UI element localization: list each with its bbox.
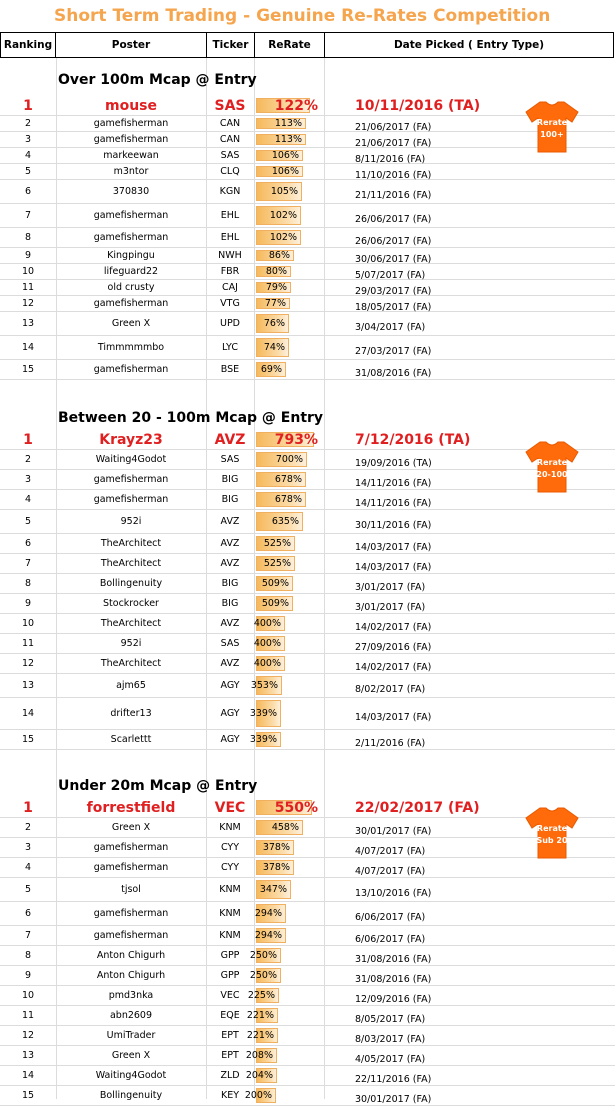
rank-cell: 11 xyxy=(21,638,35,649)
ticker-cell: CYY xyxy=(220,842,240,853)
rank-cell: 5 xyxy=(24,166,32,177)
rerate-cell: 347% xyxy=(259,884,287,895)
ticker-cell: AGY xyxy=(220,734,240,745)
ticker-cell: AVZ xyxy=(220,618,240,629)
rank-cell: 9 xyxy=(24,970,32,981)
ticker-cell: BIG xyxy=(221,474,239,485)
rerate-cell: 458% xyxy=(271,822,299,833)
header-poster: Poster xyxy=(55,32,207,58)
date-cell: 14/02/2017 (FA) xyxy=(355,621,432,633)
table-row xyxy=(0,946,615,966)
table-row xyxy=(0,966,615,986)
date-cell: 5/07/2017 (FA) xyxy=(355,269,426,281)
date-cell: 21/06/2017 (FA) xyxy=(355,137,432,149)
poster-cell: TheArchitect xyxy=(100,618,162,629)
shirt-label: Sub 20 xyxy=(536,836,568,845)
header-date-picked: Date Picked ( Entry Type) xyxy=(324,32,614,58)
rerate-cell: 122% xyxy=(274,97,318,114)
table-row xyxy=(0,280,615,296)
rank-cell: 5 xyxy=(24,884,32,895)
ticker-cell: SAS xyxy=(220,454,240,465)
leader-row xyxy=(0,798,615,818)
ticker-cell: UPD xyxy=(220,318,240,329)
rerate-cell: 509% xyxy=(261,578,289,589)
date-cell: 3/01/2017 (FA) xyxy=(355,581,426,593)
date-cell: 14/03/2017 (FA) xyxy=(355,541,432,553)
table-row xyxy=(0,450,615,470)
poster-cell: gamefisherman xyxy=(93,474,169,485)
date-cell: 22/02/2017 (FA) xyxy=(355,799,480,816)
rank-cell: 10 xyxy=(21,990,35,1001)
ticker-cell: VEC xyxy=(214,799,246,816)
poster-cell: UmiTrader xyxy=(106,1030,156,1041)
rank-cell: 13 xyxy=(21,680,35,691)
rerate-cell: 113% xyxy=(274,134,302,145)
poster-cell: TheArchitect xyxy=(100,538,162,549)
rank-cell: 4 xyxy=(24,862,32,873)
date-cell: 26/06/2017 (FA) xyxy=(355,213,432,225)
table-row xyxy=(0,164,615,180)
rank-cell: 3 xyxy=(24,474,32,485)
table-row xyxy=(0,312,615,336)
rerate-cell: 200% xyxy=(244,1090,272,1101)
date-cell: 27/03/2017 (FA) xyxy=(355,345,432,357)
table-row xyxy=(0,248,615,264)
date-cell: 30/01/2017 (FA) xyxy=(355,1093,432,1105)
table-row xyxy=(0,858,615,878)
ticker-cell: AVZ xyxy=(220,538,240,549)
poster-cell: TheArchitect xyxy=(100,658,162,669)
rerate-cell: 378% xyxy=(262,842,290,853)
rank-cell: 9 xyxy=(24,598,32,609)
poster-cell: gamefisherman xyxy=(93,908,169,919)
ticker-cell: AVZ xyxy=(214,431,246,448)
rank-cell: 8 xyxy=(24,232,32,243)
ticker-cell: CAN xyxy=(219,134,241,145)
rerate-cell: 700% xyxy=(275,454,303,465)
poster-cell: tjsol xyxy=(121,884,141,895)
shirt-label: Rerate xyxy=(536,118,568,127)
ticker-cell: EHL xyxy=(220,232,240,243)
shirt-label: Rerate xyxy=(536,824,568,833)
date-cell: 30/11/2016 (FA) xyxy=(355,519,432,531)
ticker-cell: KNM xyxy=(219,884,241,895)
ticker-cell: CAN xyxy=(219,118,241,129)
date-cell: 4/07/2017 (FA) xyxy=(355,845,426,857)
rerate-cell: 102% xyxy=(269,210,297,221)
ticker-cell: NWH xyxy=(218,250,242,261)
date-cell: 31/08/2016 (FA) xyxy=(355,367,432,379)
poster-cell: Timmmmmbo xyxy=(97,342,165,353)
date-cell: 31/08/2016 (FA) xyxy=(355,973,432,985)
poster-cell: Green X xyxy=(111,822,151,833)
rank-cell: 4 xyxy=(24,494,32,505)
rerate-cell: 635% xyxy=(271,516,299,527)
ticker-cell: VTG xyxy=(220,298,240,309)
date-cell: 31/08/2016 (FA) xyxy=(355,953,432,965)
rank-cell: 6 xyxy=(24,908,32,919)
section-title: Under 20m Mcap @ Entry xyxy=(58,778,258,794)
poster-cell: 952i xyxy=(120,638,142,649)
poster-cell: Kingpingu xyxy=(107,250,155,261)
poster-cell: Bollingenuity xyxy=(99,1090,163,1101)
date-cell: 3/01/2017 (FA) xyxy=(355,601,426,613)
rank-cell: 10 xyxy=(21,618,35,629)
table-row xyxy=(0,554,615,574)
date-cell: 21/11/2016 (FA) xyxy=(355,189,432,201)
rank-cell: 1 xyxy=(23,431,33,448)
table-row xyxy=(0,1026,615,1046)
ticker-cell: SAS xyxy=(220,638,240,649)
ticker-cell: EQE xyxy=(220,1010,240,1021)
table-row xyxy=(0,132,615,148)
poster-cell: gamefisherman xyxy=(93,210,169,221)
poster-cell: Scarlettt xyxy=(110,734,152,745)
table-row xyxy=(0,634,615,654)
rank-cell: 10 xyxy=(21,266,35,277)
ticker-cell: AGY xyxy=(220,708,240,719)
poster-cell: drifter13 xyxy=(110,708,152,719)
ticker-cell: CYY xyxy=(220,862,240,873)
table-row xyxy=(0,534,615,554)
date-cell: 6/06/2017 (FA) xyxy=(355,933,426,945)
ticker-cell: EPT xyxy=(221,1050,239,1061)
rerate-cell: 294% xyxy=(254,930,282,941)
rank-cell: 7 xyxy=(24,558,32,569)
leaderboard-sheet xyxy=(0,58,615,1105)
poster-cell: 952i xyxy=(120,516,142,527)
header-ticker: Ticker xyxy=(206,32,255,58)
ticker-cell: ZLD xyxy=(220,1070,240,1081)
rerate-cell: 69% xyxy=(260,364,282,375)
poster-cell: gamefisherman xyxy=(93,232,169,243)
poster-cell: Anton Chigurh xyxy=(96,970,166,981)
poster-cell: abn2609 xyxy=(109,1010,153,1021)
poster-cell: TheArchitect xyxy=(100,558,162,569)
rerate-cell: 353% xyxy=(250,680,278,691)
rerate-cell: 80% xyxy=(265,266,287,277)
rank-cell: 8 xyxy=(24,578,32,589)
table-row xyxy=(0,614,615,634)
ticker-cell: GPP xyxy=(220,950,240,961)
date-cell: 14/11/2016 (FA) xyxy=(355,497,432,509)
header-rerate: ReRate xyxy=(254,32,325,58)
ticker-cell: BSE xyxy=(220,364,240,375)
table-row xyxy=(0,1006,615,1026)
table-row xyxy=(0,180,615,204)
rerate-cell: 208% xyxy=(245,1050,273,1061)
table-row xyxy=(0,878,615,902)
rank-cell: 11 xyxy=(21,282,35,293)
leader-row xyxy=(0,96,615,116)
poster-cell: m3ntor xyxy=(113,166,149,177)
table-row xyxy=(0,228,615,248)
rank-cell: 8 xyxy=(24,950,32,961)
table-row xyxy=(0,1086,615,1106)
poster-cell: gamefisherman xyxy=(93,298,169,309)
date-cell: 7/12/2016 (TA) xyxy=(355,431,471,448)
ticker-cell: GPP xyxy=(220,970,240,981)
date-cell: 12/09/2016 (FA) xyxy=(355,993,432,1005)
ticker-cell: AGY xyxy=(220,680,240,691)
table-row xyxy=(0,698,615,730)
rerate-cell: 400% xyxy=(253,618,281,629)
rerate-cell: 400% xyxy=(253,658,281,669)
rerate-cell: 102% xyxy=(269,232,297,243)
table-row xyxy=(0,296,615,312)
rank-cell: 14 xyxy=(21,1070,35,1081)
poster-cell: gamefisherman xyxy=(93,862,169,873)
date-cell: 2/11/2016 (FA) xyxy=(355,737,426,749)
ticker-cell: KGN xyxy=(219,186,241,197)
ticker-cell: KNM xyxy=(219,930,241,941)
table-row xyxy=(0,730,615,750)
rank-cell: 11 xyxy=(21,1010,35,1021)
date-cell: 10/11/2016 (TA) xyxy=(355,97,481,114)
rerate-cell: 250% xyxy=(249,950,277,961)
rerate-cell: 221% xyxy=(246,1030,274,1041)
poster-cell: gamefisherman xyxy=(93,118,169,129)
table-row xyxy=(0,574,615,594)
rerate-cell: 106% xyxy=(271,166,299,177)
table-row xyxy=(0,986,615,1006)
rerate-cell: 525% xyxy=(263,558,291,569)
section-title: Over 100m Mcap @ Entry xyxy=(58,72,257,88)
poster-cell: Krayz23 xyxy=(99,431,163,448)
rerate-cell: 225% xyxy=(247,990,275,1001)
rank-cell: 2 xyxy=(24,454,32,465)
rerate-cell: 525% xyxy=(263,538,291,549)
date-cell: 30/01/2017 (FA) xyxy=(355,825,432,837)
rank-cell: 2 xyxy=(24,822,32,833)
leader-row xyxy=(0,430,615,450)
rank-cell: 2 xyxy=(24,118,32,129)
rerate-cell: 400% xyxy=(253,638,281,649)
date-cell: 21/06/2017 (FA) xyxy=(355,121,432,133)
ticker-cell: KEY xyxy=(220,1090,240,1101)
date-cell: 19/09/2016 (TA) xyxy=(355,457,432,469)
date-cell: 14/11/2016 (FA) xyxy=(355,477,432,489)
rank-cell: 15 xyxy=(21,734,35,745)
rerate-cell: 204% xyxy=(245,1070,273,1081)
ticker-cell: BIG xyxy=(221,578,239,589)
poster-cell: Green X xyxy=(111,1050,151,1061)
rerate-cell: 74% xyxy=(263,342,285,353)
date-cell: 30/06/2017 (FA) xyxy=(355,253,432,265)
rerate-cell: 378% xyxy=(262,862,290,873)
poster-cell: old crusty xyxy=(107,282,155,293)
table-row xyxy=(0,336,615,360)
table-row xyxy=(0,902,615,926)
rerate-cell: 86% xyxy=(268,250,290,261)
rerate-cell: 221% xyxy=(246,1010,274,1021)
table-row xyxy=(0,818,615,838)
table-row xyxy=(0,148,615,164)
rank-cell: 13 xyxy=(21,318,35,329)
rerate-cell: 113% xyxy=(274,118,302,129)
date-cell: 8/02/2017 (FA) xyxy=(355,683,426,695)
table-row xyxy=(0,264,615,280)
poster-cell: Stockrocker xyxy=(103,598,159,609)
ticker-cell: KNM xyxy=(219,908,241,919)
page-title: Short Term Trading - Genuine Re-Rates Competition xyxy=(54,6,551,26)
date-cell: 4/05/2017 (FA) xyxy=(355,1053,426,1065)
date-cell: 29/03/2017 (FA) xyxy=(355,285,432,297)
rerate-cell: 509% xyxy=(261,598,289,609)
rank-cell: 12 xyxy=(21,658,35,669)
rank-cell: 12 xyxy=(21,1030,35,1041)
rerate-cell: 294% xyxy=(254,908,282,919)
date-cell: 6/06/2017 (FA) xyxy=(355,911,426,923)
date-cell: 8/11/2016 (FA) xyxy=(355,153,426,165)
table-row xyxy=(0,654,615,674)
ticker-cell: AVZ xyxy=(220,658,240,669)
ticker-cell: EHL xyxy=(220,210,240,221)
ticker-cell: EPT xyxy=(221,1030,239,1041)
date-cell: 8/05/2017 (FA) xyxy=(355,1013,426,1025)
rank-cell: 1 xyxy=(23,97,33,114)
ticker-cell: LYC xyxy=(222,342,238,353)
rank-cell: 3 xyxy=(24,134,32,145)
rerate-cell: 106% xyxy=(271,150,299,161)
table-row xyxy=(0,490,615,510)
table-row xyxy=(0,204,615,228)
table-row xyxy=(0,1066,615,1086)
rerate-cell: 678% xyxy=(274,494,302,505)
ticker-cell: AVZ xyxy=(220,558,240,569)
rank-cell: 3 xyxy=(24,842,32,853)
poster-cell: 370830 xyxy=(112,186,150,197)
rank-cell: 14 xyxy=(21,342,35,353)
rank-cell: 7 xyxy=(24,210,32,221)
shirt-label: 100+ xyxy=(540,130,564,139)
table-row xyxy=(0,594,615,614)
orange-shirt-icon xyxy=(524,440,580,494)
rank-cell: 6 xyxy=(24,186,32,197)
header-ranking: Ranking xyxy=(0,32,56,58)
rerate-cell: 793% xyxy=(274,431,318,448)
section-title: Between 20 - 100m Mcap @ Entry xyxy=(58,410,324,426)
rank-cell: 14 xyxy=(21,708,35,719)
poster-cell: Bollingenuity xyxy=(99,578,163,589)
poster-cell: markeewan xyxy=(103,150,159,161)
poster-cell: gamefisherman xyxy=(93,494,169,505)
rank-cell: 15 xyxy=(21,364,35,375)
date-cell: 11/10/2016 (FA) xyxy=(355,169,432,181)
table-row xyxy=(0,470,615,490)
poster-cell: Waiting4Godot xyxy=(95,1070,167,1081)
rerate-cell: 678% xyxy=(274,474,302,485)
poster-cell: Anton Chigurh xyxy=(96,950,166,961)
rank-cell: 12 xyxy=(21,298,35,309)
date-cell: 26/06/2017 (FA) xyxy=(355,235,432,247)
rerate-cell: 339% xyxy=(249,734,277,745)
date-cell: 14/03/2017 (FA) xyxy=(355,561,432,573)
table-row xyxy=(0,116,615,132)
date-cell: 4/07/2017 (FA) xyxy=(355,865,426,877)
date-cell: 14/02/2017 (FA) xyxy=(355,661,432,673)
poster-cell: mouse xyxy=(104,97,157,114)
table-row xyxy=(0,360,615,380)
date-cell: 14/03/2017 (FA) xyxy=(355,711,432,723)
poster-cell: forrestfield xyxy=(86,799,176,816)
poster-cell: gamefisherman xyxy=(93,134,169,145)
ticker-cell: CAJ xyxy=(222,282,238,293)
poster-cell: Green X xyxy=(111,318,151,329)
date-cell: 3/04/2017 (FA) xyxy=(355,321,426,333)
column-header-row xyxy=(0,32,615,58)
poster-cell: lifeguard22 xyxy=(103,266,159,277)
rerate-cell: 79% xyxy=(265,282,287,293)
ticker-cell: FBR xyxy=(220,266,240,277)
poster-cell: gamefisherman xyxy=(93,364,169,375)
table-row xyxy=(0,674,615,698)
orange-shirt-icon xyxy=(524,100,580,154)
rank-cell: 15 xyxy=(21,1090,35,1101)
poster-cell: pmd3nka xyxy=(108,990,154,1001)
table-row xyxy=(0,1046,615,1066)
date-cell: 22/11/2016 (FA) xyxy=(355,1073,432,1085)
rank-cell: 9 xyxy=(24,250,32,261)
date-cell: 27/09/2016 (FA) xyxy=(355,641,432,653)
shirt-label: Rerate xyxy=(536,458,568,467)
ticker-cell: KNM xyxy=(219,822,241,833)
rank-cell: 7 xyxy=(24,930,32,941)
rerate-cell: 76% xyxy=(263,318,285,329)
ticker-cell: BIG xyxy=(221,494,239,505)
poster-cell: gamefisherman xyxy=(93,930,169,941)
table-row xyxy=(0,926,615,946)
rerate-cell: 339% xyxy=(249,708,277,719)
ticker-cell: VEC xyxy=(220,990,240,1001)
table-row xyxy=(0,510,615,534)
orange-shirt-icon xyxy=(524,806,580,860)
date-cell: 13/10/2016 (FA) xyxy=(355,887,432,899)
poster-cell: Waiting4Godot xyxy=(95,454,167,465)
rerate-cell: 250% xyxy=(249,970,277,981)
rank-cell: 13 xyxy=(21,1050,35,1061)
ticker-cell: AVZ xyxy=(220,516,240,527)
table-row xyxy=(0,838,615,858)
rank-cell: 4 xyxy=(24,150,32,161)
ticker-cell: BIG xyxy=(221,598,239,609)
rank-cell: 1 xyxy=(23,799,33,816)
rank-cell: 6 xyxy=(24,538,32,549)
date-cell: 8/03/2017 (FA) xyxy=(355,1033,426,1045)
date-cell: 18/05/2017 (FA) xyxy=(355,301,432,313)
rank-cell: 5 xyxy=(24,516,32,527)
poster-cell: ajm65 xyxy=(116,680,146,691)
rerate-cell: 77% xyxy=(264,298,286,309)
rerate-cell: 105% xyxy=(270,186,298,197)
ticker-cell: CLQ xyxy=(220,166,240,177)
ticker-cell: SAS xyxy=(214,97,246,114)
poster-cell: gamefisherman xyxy=(93,842,169,853)
rerate-cell: 550% xyxy=(274,799,318,816)
ticker-cell: SAS xyxy=(220,150,240,161)
shirt-label: 20-100 xyxy=(536,470,568,479)
